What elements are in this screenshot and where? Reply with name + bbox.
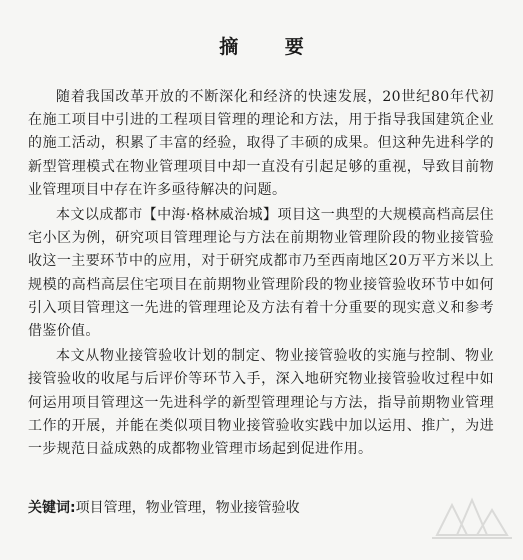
watermark-logo-icon	[427, 490, 517, 550]
abstract-paragraph-1: 随着我国改革开放的不断深化和经济的快速发展，20世纪80年代初在施工项目中引进的工程项目管理的理论和方法，用于指导我国建筑企业的施工活动，积累了丰富的经验，取得了丰硕的成果。但这种先进科学的新型管理模式在物业管理项目中却一直没有引起足够的重视，导致目前物业管理项目中存在许多亟待解决的问题。	[28, 89, 494, 198]
abstract-paragraph-3: 本文从物业接管验收计划的制定、物业接管验收的实施与控制、物业接管验收的收尾与后评价等环节入手，深入地研究物业接管验收过程中如何运用项目管理这一先进科学的新型管理理论与方法，指导前期物业管理工作的开展，并能在类似项目物业接管验收实践中加以运用、推广，为进一步规范日益成熟的成都物业管理市场起到促进作用。	[28, 348, 494, 458]
abstract-title: 摘 要	[219, 36, 324, 58]
keywords-values: 项目管理，物业管理，物业接管验收	[75, 500, 300, 516]
abstract-paragraph-2: 本文以成都市【中海·格林威治城】项目这一典型的大规模高档高层住宅小区为例，研究项目管理理论与方法在前期物业管理阶段的物业接管验收这一主要环节中的应用，对于研究成都市乃至西南地区20万平方米以上规模的高档高层住宅项目在前期物业管理阶段的物业接管验收环节中如何引入项目管理这一先进的管理理论及方法有着十分重要的现实意义和参考借鉴价值。	[28, 207, 494, 340]
keywords-line	[28, 497, 494, 520]
keywords-label: 关键词:	[28, 500, 76, 516]
abstract-body	[28, 86, 494, 463]
